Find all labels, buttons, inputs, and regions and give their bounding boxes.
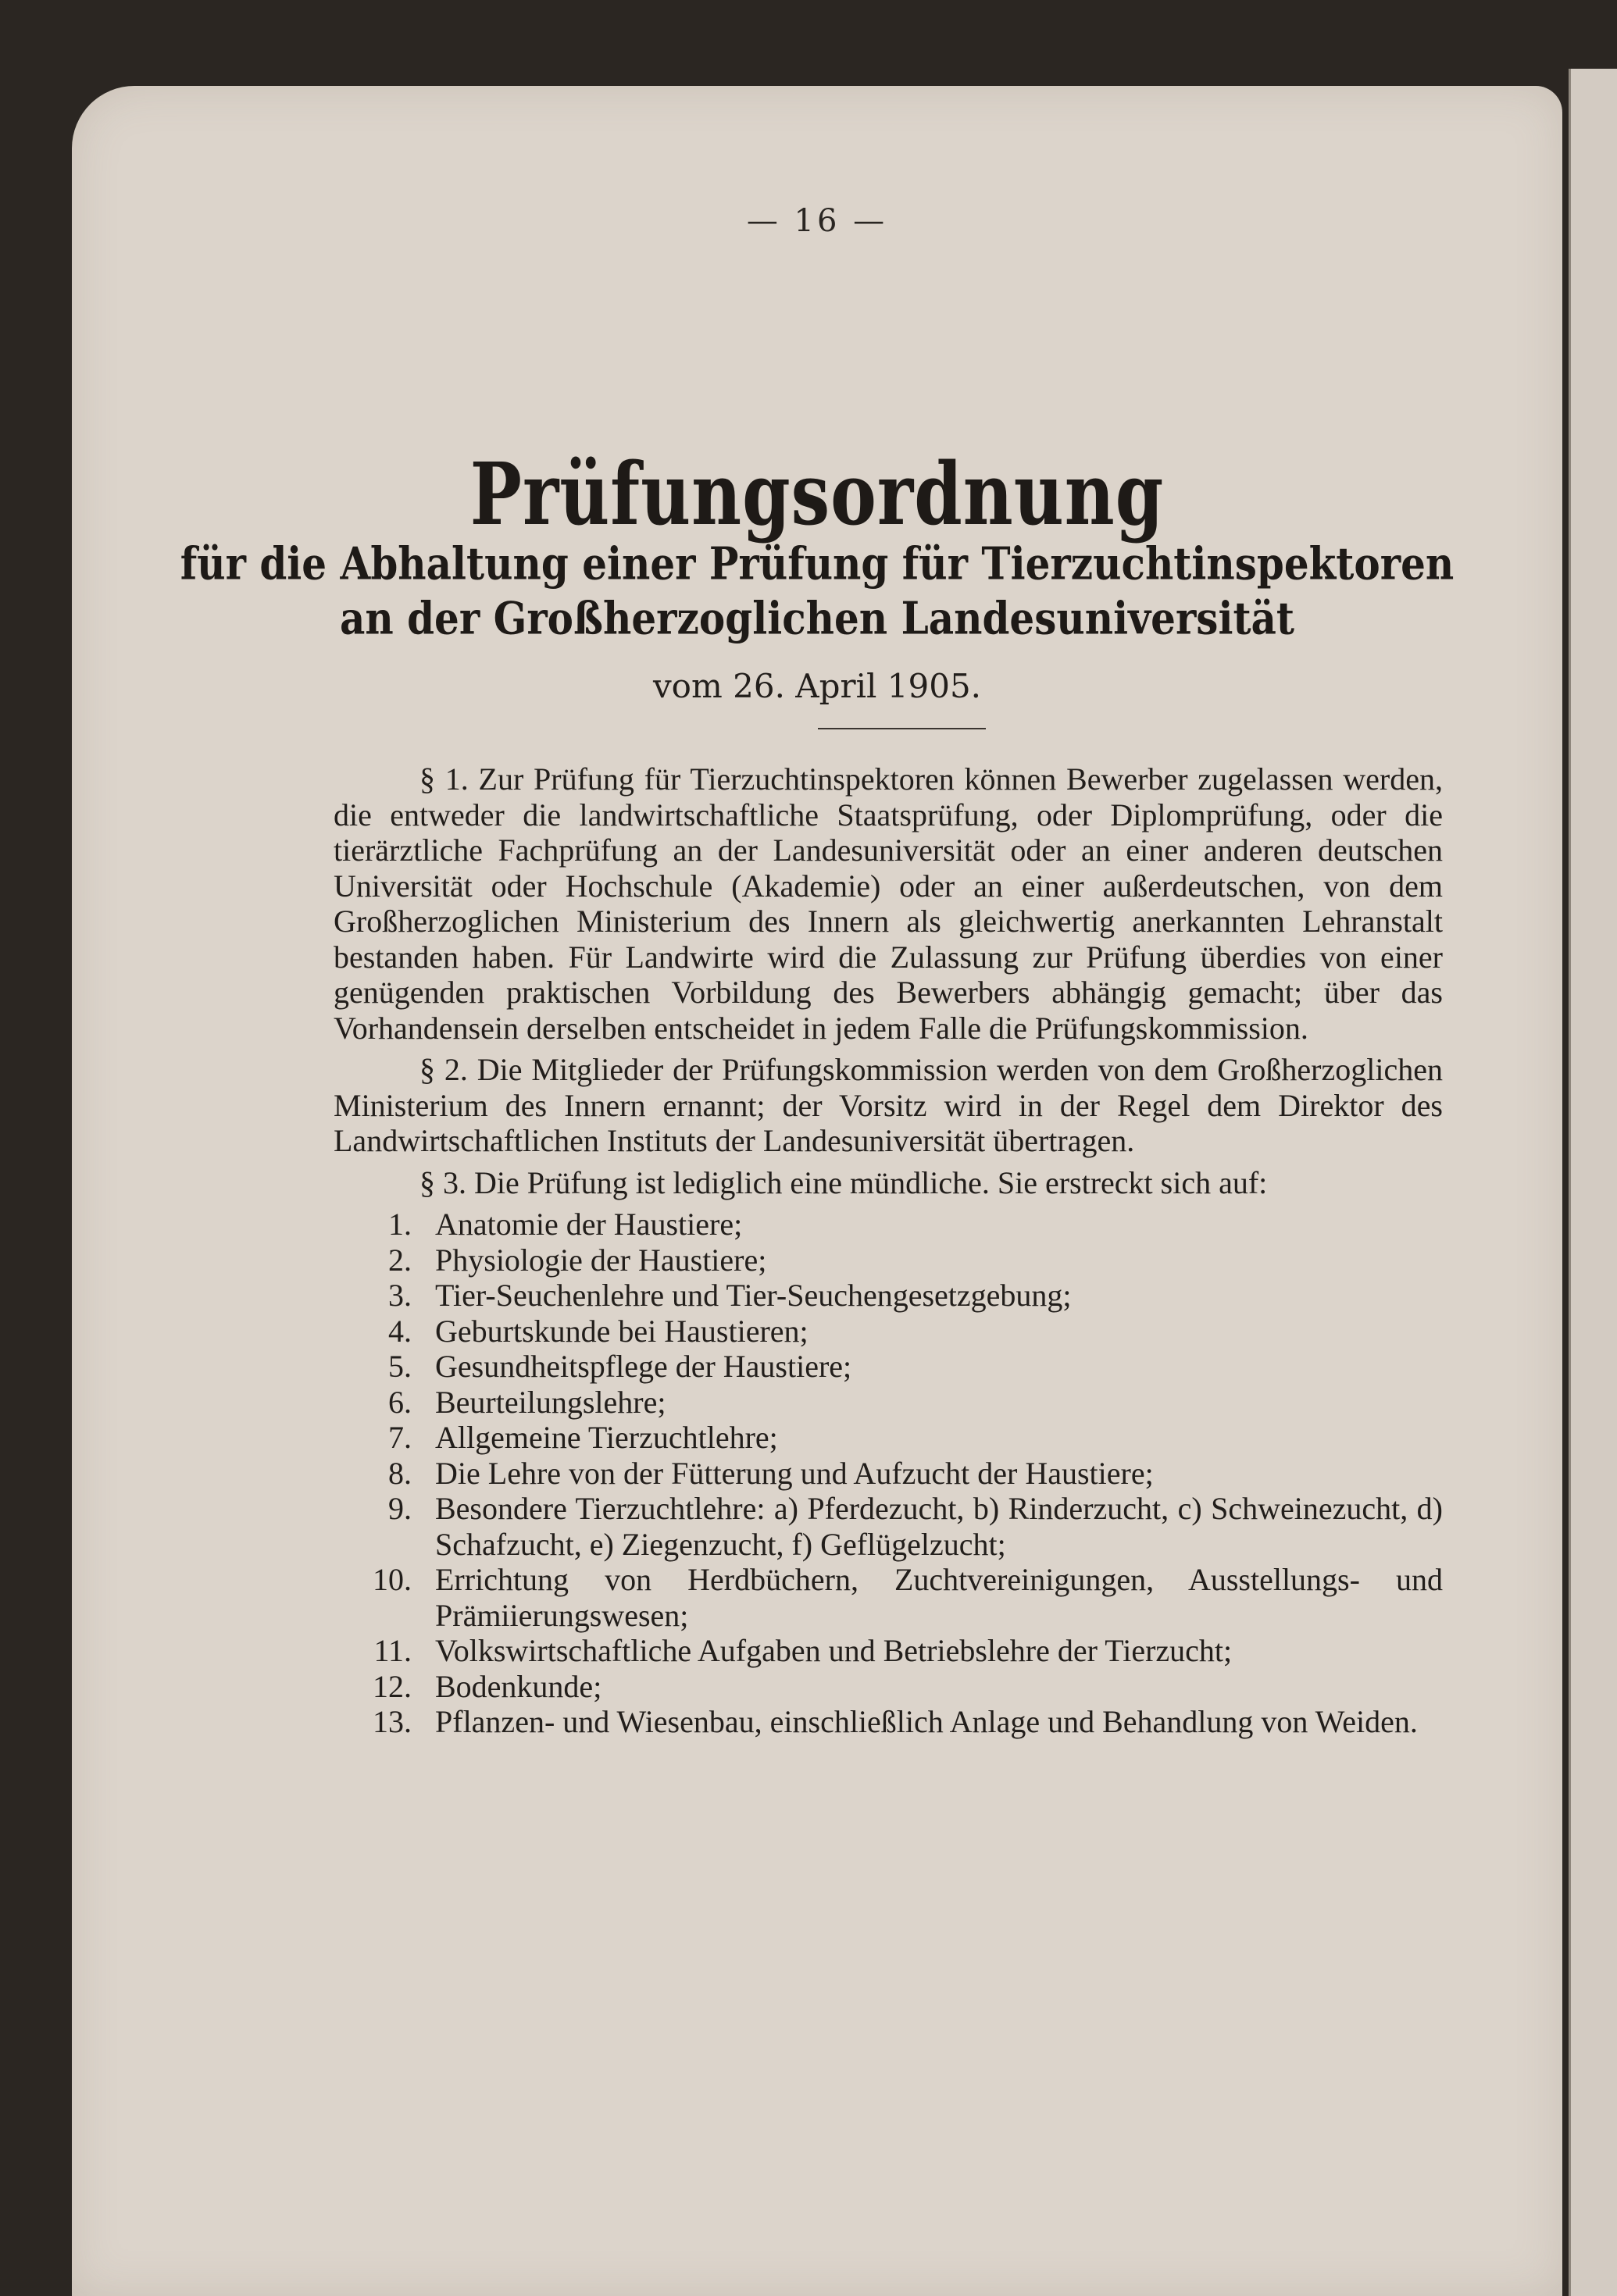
list-item-text: Pflanzen- und Wiesenbau, einschließlich Anlage und Behandlung von Weiden.: [435, 1704, 1418, 1739]
list-item-number: 3.: [388, 1278, 412, 1313]
list-item-number: 1.: [388, 1207, 412, 1242]
list-item: [334, 1491, 1443, 1562]
document-page: [72, 86, 1562, 2296]
list-item: [334, 1314, 1443, 1349]
date-line: vom 26. April 1905.: [652, 667, 982, 705]
subtitle-line-2: an der Großherzoglichen Landesuniversität: [339, 591, 1295, 645]
list-item-number: 11.: [373, 1633, 412, 1668]
adjacent-page-edge: [1569, 69, 1617, 2296]
divider-rule: [818, 728, 986, 729]
list-item-number: 12.: [373, 1668, 412, 1704]
list-item-number: 9.: [388, 1491, 412, 1526]
paragraph-section-1: § 1. Zur Prüfung für Tierzuchtinspektoren können Bewerber zugelassen werden, die entweder die landwirtschaftliche Staatsprüfung, oder Diplomprüfung, oder die tierärztliche Fachprüfung an der Landesuniversität oder an einer anderen deutschen Universität oder Hochschule (Akademie) oder an einer außerdeutschen, von dem Großherzoglichen Ministerium des Innern als gleichwertig anerkannten Lehranstalt bestanden haben. Für Landwirte wird die Zulassung zur Prüfung überdies von einer genügenden praktischen Vorbildung des Bewerbers abhängig gemacht; über das Vorhandensein derselben entscheidet in jedem Falle die Prüfungskommission.: [334, 761, 1443, 1046]
list-item-number: 5.: [388, 1349, 412, 1384]
list-item-number: 10.: [373, 1562, 412, 1597]
list-item-number: 8.: [388, 1455, 412, 1491]
page-number: — 16 —: [746, 203, 888, 239]
subtitle-line-1: für die Abhaltung einer Prüfung für Tierzuchtinspektoren: [180, 537, 1455, 590]
list-item-number: 13.: [373, 1704, 412, 1739]
list-item-text: Volkswirtschaftliche Aufgaben und Betriebslehre der Tierzucht;: [435, 1633, 1233, 1668]
list-item: [334, 1669, 1443, 1705]
list-item: [334, 1562, 1443, 1633]
list-item: [334, 1456, 1443, 1492]
list-item: [334, 1242, 1443, 1278]
list-item-text: Beurteilungslehre;: [435, 1384, 666, 1420]
list-item-number: 7.: [388, 1420, 412, 1455]
list-item-text: Tier-Seuchenlehre und Tier-Seuchengesetzgebung;: [435, 1278, 1072, 1313]
list-item: [334, 1633, 1443, 1669]
list-item-text: Errichtung von Herdbüchern, Zuchtvereinigungen, Ausstellungs- und Prämiierungswesen;: [435, 1562, 1443, 1633]
list-item: [334, 1704, 1443, 1740]
list-item-text: Allgemeine Tierzuchtlehre;: [435, 1420, 778, 1455]
paragraph-section-3: § 3. Die Prüfung ist lediglich eine mündliche. Sie erstreckt sich auf:: [419, 1164, 1268, 1200]
list-item-text: Geburtskunde bei Haustieren;: [435, 1313, 808, 1349]
list-item-number: 6.: [388, 1384, 412, 1420]
list-item-text: Bodenkunde;: [435, 1668, 602, 1704]
list-item-number: 2.: [388, 1242, 412, 1278]
document-title: Prüfungsordnung: [469, 443, 1165, 544]
list-item: [334, 1207, 1443, 1242]
list-item: [334, 1385, 1443, 1421]
list-item-text: Gesundheitspflege der Haustiere;: [435, 1349, 852, 1384]
document-body: [334, 761, 1443, 1740]
list-item: [334, 1278, 1443, 1314]
subject-list: [334, 1207, 1443, 1740]
list-item-text: Physiologie der Haustiere;: [435, 1242, 767, 1278]
list-item-text: Anatomie der Haustiere;: [435, 1207, 743, 1242]
paragraph-section-2: § 2. Die Mitglieder der Prüfungskommission werden von dem Großherzoglichen Ministerium des Innern ernannt; der Vorsitz wird in der Regel dem Direktor des Landwirtschaftlichen Instituts der Landesuniversität übertragen.: [334, 1052, 1443, 1158]
list-item-text: Die Lehre von der Fütterung und Aufzucht der Haustiere;: [435, 1455, 1154, 1491]
list-item: [334, 1349, 1443, 1385]
list-item: [334, 1420, 1443, 1456]
list-item-number: 4.: [388, 1313, 412, 1349]
list-item-text: Besondere Tierzuchtlehre: a) Pferdezucht, b) Rinderzucht, c) Schweinezucht, d) Schafzucht, e) Ziegenzucht, f) Geflügelzucht;: [435, 1491, 1443, 1562]
